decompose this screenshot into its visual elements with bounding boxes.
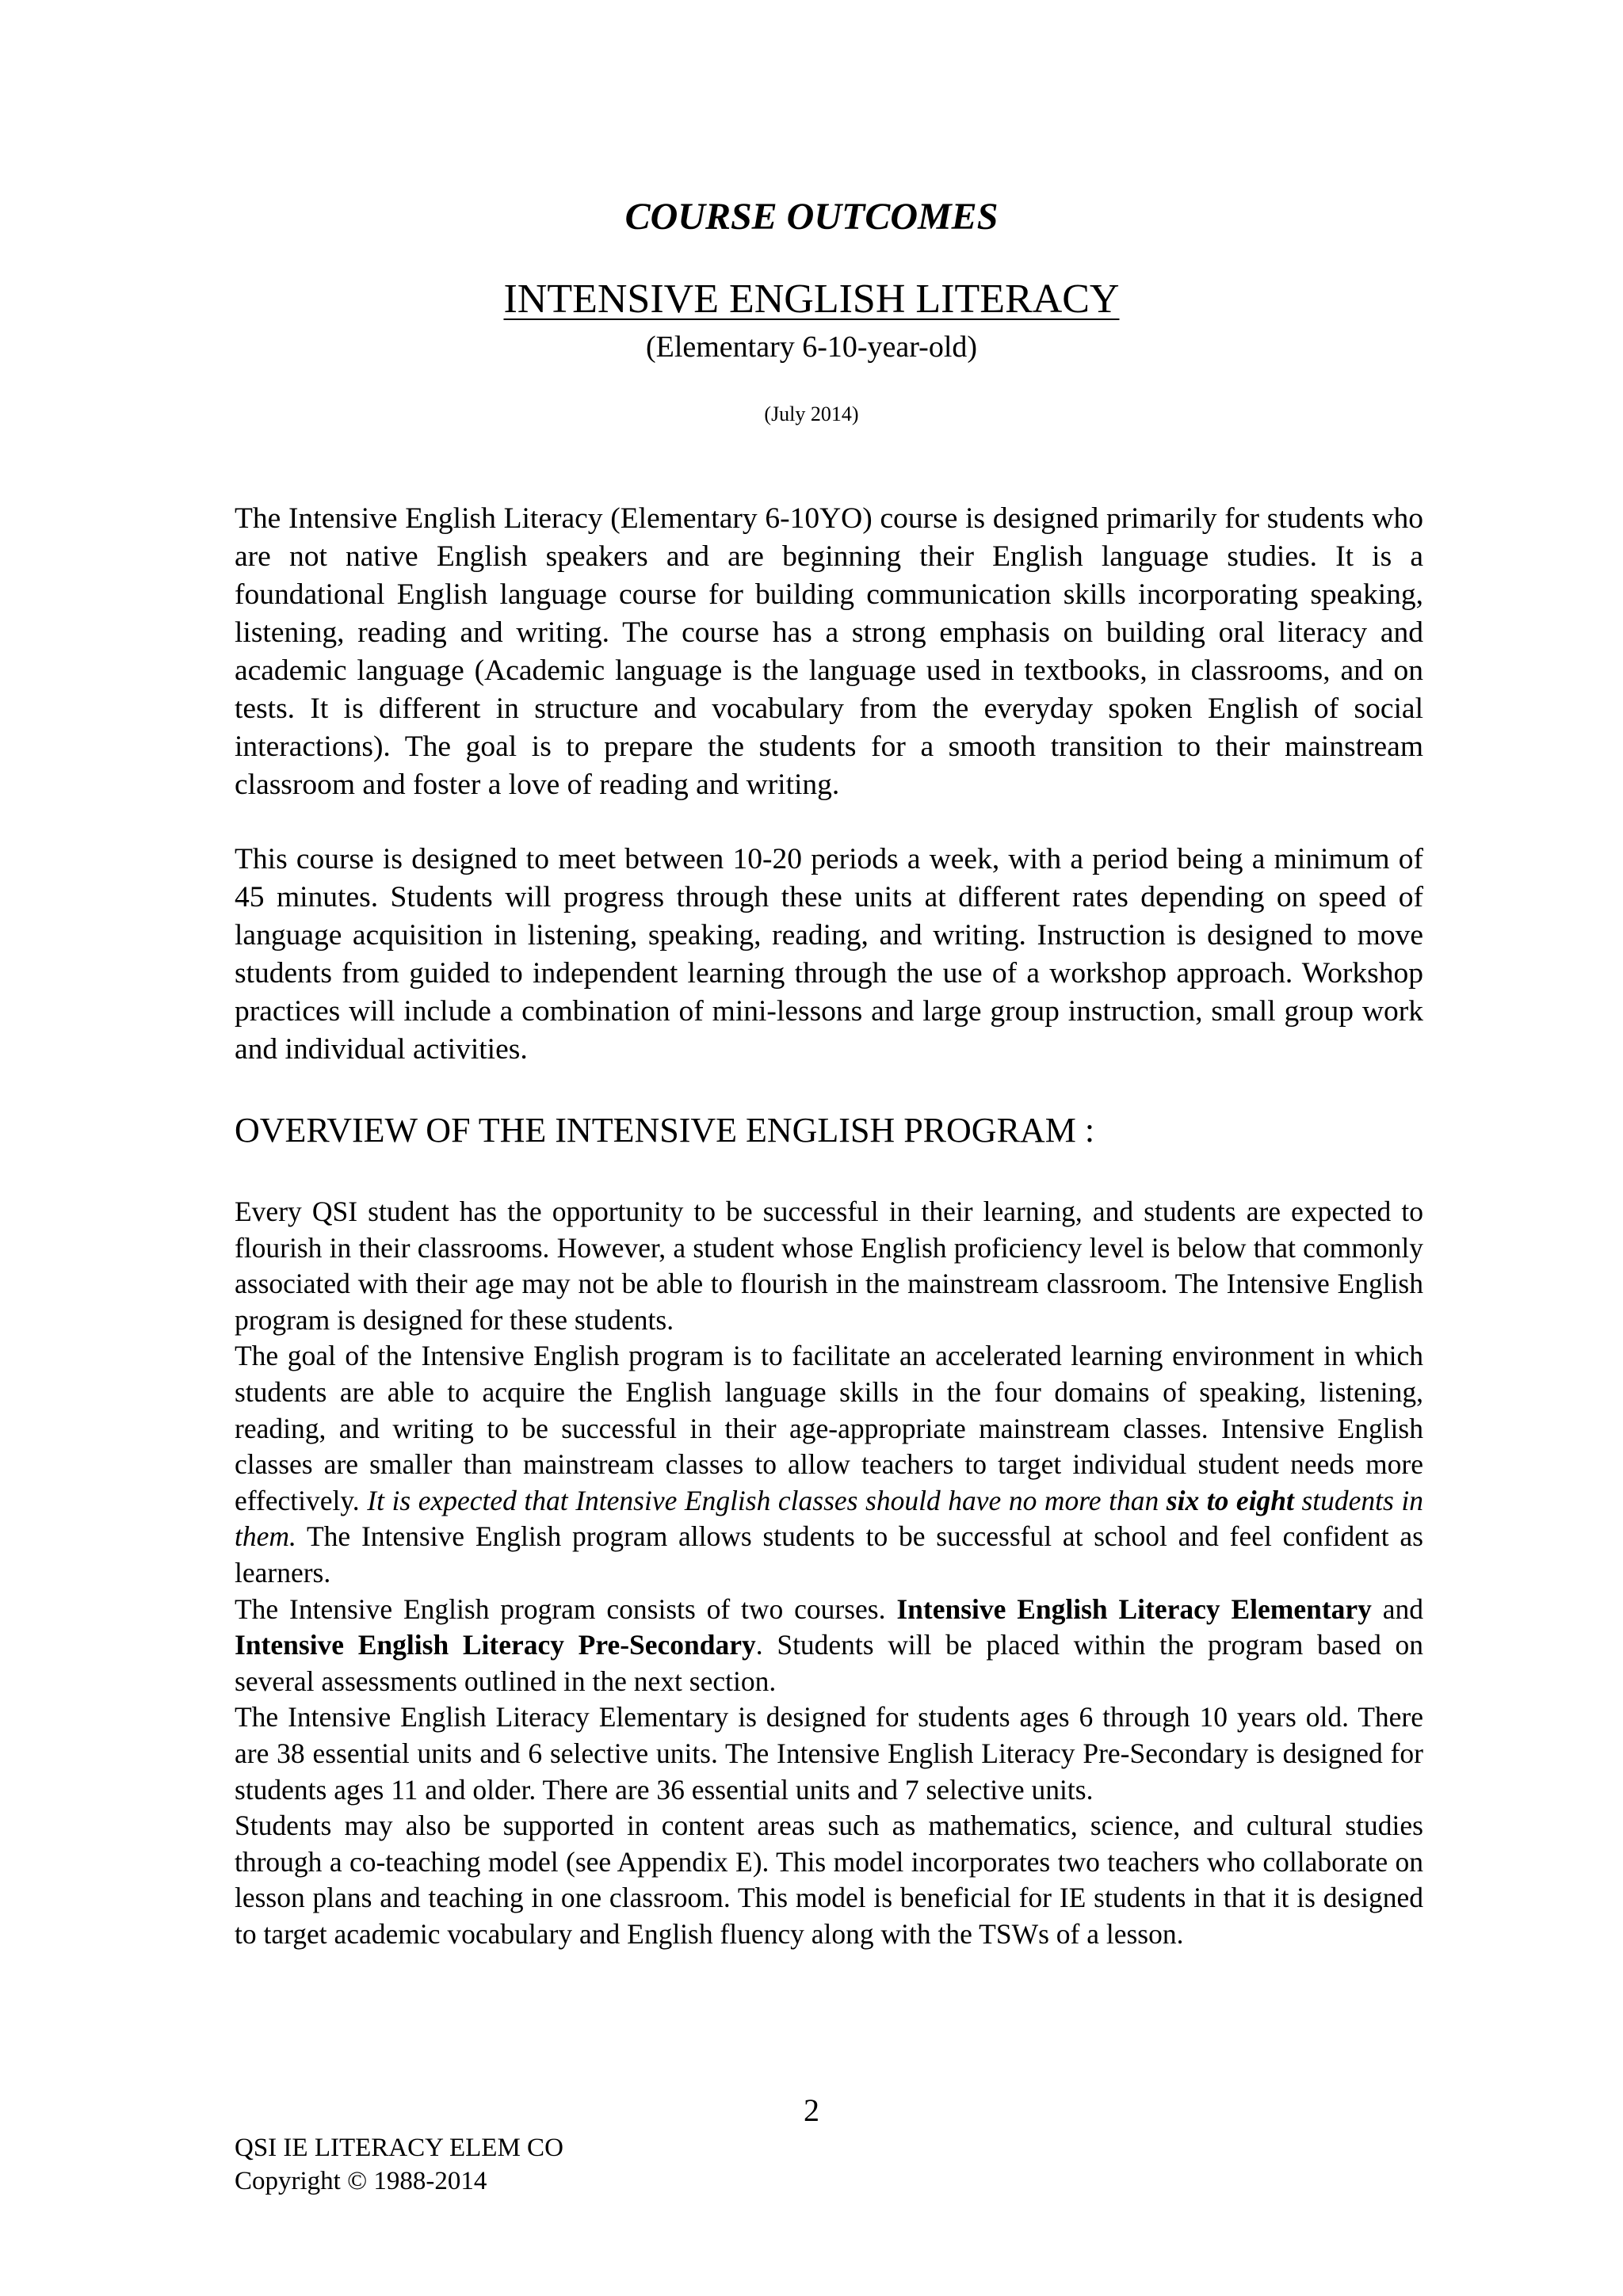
overview-p2-text-end: The Intensive English program allows students to be successful at school and feel confident as learners. — [235, 1520, 1423, 1589]
course-outcomes-heading: COURSE OUTCOMES — [624, 196, 999, 238]
page-footer — [235, 2131, 1027, 2198]
overview-p2-emphasis: six to eight — [1166, 1484, 1294, 1516]
overview-paragraph-5: Students may also be supported in content areas such as mathematics, science, and cultural studies through a co-teaching model (see Appendix E). This model incorporates two teachers who collaborate on lesson plans and teaching in one classroom. This model is beneficial for IE students in that it is designed to target academic vocabulary and English fluency along with the TSWs of a lesson. — [235, 1810, 1423, 1950]
footer-document-code: QSI IE LITERACY ELEM CO — [235, 2134, 563, 2162]
overview-p2-italic-a: It is expected that Intensive English classes should have no more than — [367, 1484, 1159, 1516]
overview-p3-text-start: The Intensive English program consists of two courses. — [235, 1592, 886, 1625]
overview-p2-italic-b: students in them. — [235, 1484, 1424, 1553]
overview-paragraph-1: Every QSI student has the opportunity to be successful in their learning, and students are expected to flourish in their classrooms. However, a student whose English proficiency level is below that commonly associated with their age may not be able to flourish in the mainstream classroom. The Intensive English program is designed for these students. — [235, 1196, 1423, 1336]
overview-p2-text-start: The goal of the Intensive English program is to facilitate an accelerated learning environment in which students are able to acquire the English language skills in the four domains of speaking, listening, reading, and writing to be successful in their age-appropriate mainstream classes. Intensive English classes are smaller than mainstream classes to allow teachers to target individual student needs more effectively. — [235, 1340, 1423, 1516]
overview-paragraph-3 — [235, 1592, 1423, 1700]
page-number: 2 — [804, 2092, 819, 2128]
intro-paragraph-2: This course is designed to meet between 10-20 periods a week, with a period being a minimum of 45 minutes. Students will progress through these units at different rates depending on speed of language acquisition in listening, speaking, reading, and writing. Instruction is designed to move students from guided to independent learning through the use of a workshop approach. Workshop practices will include a combination of mini-lessons and large group instruction, small group work and individual activities. — [235, 843, 1423, 1066]
course-title — [0, 274, 1623, 325]
overview-p3-and: and — [1382, 1592, 1424, 1625]
overview-heading: OVERVIEW OF THE INTENSIVE ENGLISH PROGRAM : — [235, 1111, 1095, 1150]
overview-p3-text-end: . Students will be placed within the program based on several assessments outlined in the next section. — [235, 1629, 1423, 1697]
course-name-pre-secondary: Intensive English Literacy Pre-Secondary — [235, 1629, 756, 1661]
course-title-text: INTENSIVE ENGLISH LITERACY — [503, 277, 1120, 322]
footer-copyright: Copyright © 1988-2014 — [235, 2167, 487, 2195]
course-name-elementary: Intensive English Literacy Elementary — [896, 1592, 1372, 1625]
overview-section — [235, 1194, 1423, 1952]
course-date: (July 2014) — [764, 402, 859, 425]
overview-paragraph-2 — [235, 1338, 1423, 1591]
overview-paragraph-4: The Intensive English Literacy Elementary is designed for students ages 6 through 10 years old. There are 38 essential units and 6 selective units. The Intensive English Literacy Pre-Secondary is designed for students ages 11 and older. There are 36 essential units and 7 selective units. — [235, 1701, 1423, 1806]
intro-paragraph-1: The Intensive English Literacy (Elementary 6-10YO) course is designed primarily for students who are not native English speakers and are beginning their English language studies. It is a foundational English language course for building communication skills incorporating speaking, listening, reading and writing. The course has a strong emphasis on building oral literacy and academic language (Academic language is the language used in textbooks, in classrooms, and on tests. It is different in structure and vocabulary from the everyday spoken English of social interactions). The goal is to prepare the students for a smooth transition to their mainstream classroom and foster a love of reading and writing. — [235, 502, 1423, 801]
course-subtitle: (Elementary 6-10-year-old) — [645, 330, 978, 364]
